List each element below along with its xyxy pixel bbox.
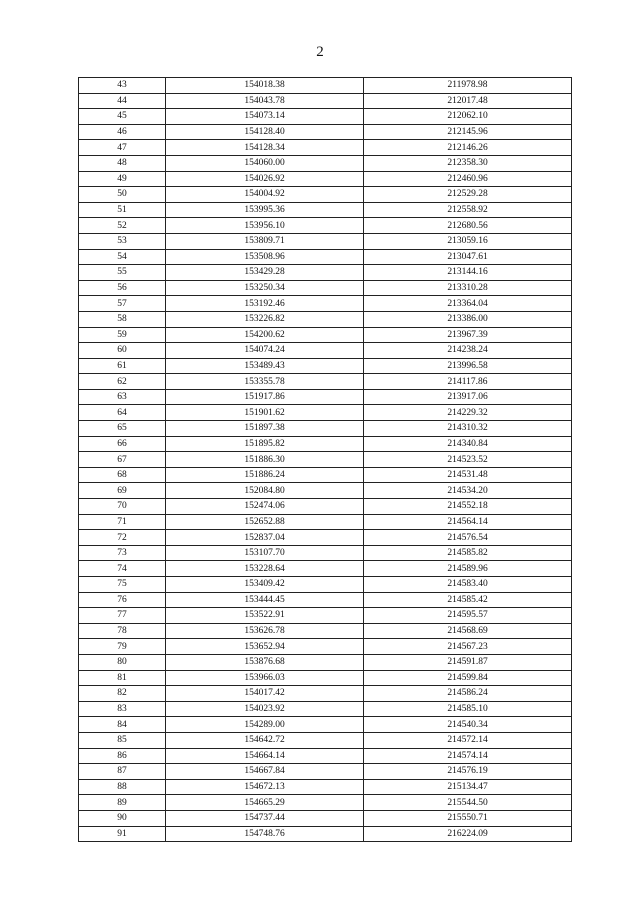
- y-coordinate-cell: 213144.16: [364, 265, 572, 281]
- y-coordinate-cell: 214229.32: [364, 405, 572, 421]
- x-coordinate-cell: 151886.24: [166, 467, 364, 483]
- y-coordinate-cell: 214572.14: [364, 732, 572, 748]
- table-row: [79, 374, 572, 390]
- point-number-cell: 49: [79, 171, 166, 187]
- point-number-cell: 58: [79, 311, 166, 327]
- point-number-cell: 73: [79, 545, 166, 561]
- point-number-cell: 79: [79, 639, 166, 655]
- table-row: [79, 686, 572, 702]
- table-row: [79, 561, 572, 577]
- x-coordinate-cell: 153626.78: [166, 623, 364, 639]
- y-coordinate-cell: 211978.98: [364, 78, 572, 94]
- x-coordinate-cell: 154665.29: [166, 795, 364, 811]
- y-coordinate-cell: 214599.84: [364, 670, 572, 686]
- y-coordinate-cell: 215550.71: [364, 810, 572, 826]
- x-coordinate-cell: 151901.62: [166, 405, 364, 421]
- table-row: [79, 654, 572, 670]
- x-coordinate-cell: 154073.14: [166, 109, 364, 125]
- point-number-cell: 80: [79, 654, 166, 670]
- x-coordinate-cell: 153409.42: [166, 577, 364, 593]
- point-number-cell: 59: [79, 327, 166, 343]
- point-number-cell: 52: [79, 218, 166, 234]
- y-coordinate-cell: 212062.10: [364, 109, 572, 125]
- x-coordinate-cell: 153809.71: [166, 233, 364, 249]
- y-coordinate-cell: 212358.30: [364, 155, 572, 171]
- table-row: [79, 249, 572, 265]
- table-row: [79, 764, 572, 780]
- x-coordinate-cell: 152084.80: [166, 483, 364, 499]
- y-coordinate-cell: 214531.48: [364, 467, 572, 483]
- table-row: [79, 218, 572, 234]
- x-coordinate-cell: 154004.92: [166, 187, 364, 203]
- table-row: [79, 810, 572, 826]
- point-number-cell: 82: [79, 686, 166, 702]
- point-number-cell: 60: [79, 343, 166, 359]
- point-number-cell: 48: [79, 155, 166, 171]
- x-coordinate-cell: 153956.10: [166, 218, 364, 234]
- table-row: [79, 124, 572, 140]
- y-coordinate-cell: 214540.34: [364, 717, 572, 733]
- point-number-cell: 65: [79, 421, 166, 437]
- y-coordinate-cell: 214117.86: [364, 374, 572, 390]
- table-row: [79, 577, 572, 593]
- y-coordinate-cell: 213386.00: [364, 311, 572, 327]
- point-number-cell: 78: [79, 623, 166, 639]
- table-row: [79, 187, 572, 203]
- y-coordinate-cell: 214310.32: [364, 421, 572, 437]
- table-row: [79, 311, 572, 327]
- point-number-cell: 83: [79, 701, 166, 717]
- x-coordinate-cell: 154023.92: [166, 701, 364, 717]
- table-row: [79, 358, 572, 374]
- y-coordinate-cell: 214567.23: [364, 639, 572, 655]
- x-coordinate-cell: 154074.24: [166, 343, 364, 359]
- x-coordinate-cell: 151895.82: [166, 436, 364, 452]
- x-coordinate-cell: 153250.34: [166, 280, 364, 296]
- x-coordinate-cell: 153876.68: [166, 654, 364, 670]
- x-coordinate-cell: 151897.38: [166, 421, 364, 437]
- x-coordinate-cell: 153226.82: [166, 311, 364, 327]
- y-coordinate-cell: 214585.10: [364, 701, 572, 717]
- x-coordinate-cell: 152474.06: [166, 499, 364, 515]
- point-number-cell: 69: [79, 483, 166, 499]
- point-number-cell: 67: [79, 452, 166, 468]
- x-coordinate-cell: 154737.44: [166, 810, 364, 826]
- table-row: [79, 171, 572, 187]
- x-coordinate-cell: 154017.42: [166, 686, 364, 702]
- y-coordinate-cell: 213059.16: [364, 233, 572, 249]
- y-coordinate-cell: 213310.28: [364, 280, 572, 296]
- point-number-cell: 55: [79, 265, 166, 281]
- table-row: [79, 109, 572, 125]
- point-number-cell: 76: [79, 592, 166, 608]
- table-row: [79, 343, 572, 359]
- point-number-cell: 63: [79, 389, 166, 405]
- y-coordinate-cell: 212146.26: [364, 140, 572, 156]
- point-number-cell: 86: [79, 748, 166, 764]
- table-row: [79, 514, 572, 530]
- table-row: [79, 233, 572, 249]
- point-number-cell: 54: [79, 249, 166, 265]
- table-row: [79, 202, 572, 218]
- y-coordinate-cell: 215544.50: [364, 795, 572, 811]
- point-number-cell: 70: [79, 499, 166, 515]
- point-number-cell: 43: [79, 78, 166, 94]
- x-coordinate-cell: 153444.45: [166, 592, 364, 608]
- x-coordinate-cell: 153355.78: [166, 374, 364, 390]
- table-row: [79, 436, 572, 452]
- table-row: [79, 93, 572, 109]
- table-row: [79, 78, 572, 94]
- table-row: [79, 530, 572, 546]
- x-coordinate-cell: 154128.40: [166, 124, 364, 140]
- y-coordinate-cell: 214595.57: [364, 608, 572, 624]
- point-number-cell: 64: [79, 405, 166, 421]
- point-number-cell: 57: [79, 296, 166, 312]
- table-row: [79, 779, 572, 795]
- x-coordinate-cell: 154060.00: [166, 155, 364, 171]
- table-row: [79, 639, 572, 655]
- point-number-cell: 91: [79, 826, 166, 842]
- point-number-cell: 89: [79, 795, 166, 811]
- point-number-cell: 75: [79, 577, 166, 593]
- y-coordinate-cell: 214576.54: [364, 530, 572, 546]
- x-coordinate-cell: 153966.03: [166, 670, 364, 686]
- table-row: [79, 389, 572, 405]
- y-coordinate-cell: 213967.39: [364, 327, 572, 343]
- point-number-cell: 71: [79, 514, 166, 530]
- table-row: [79, 483, 572, 499]
- x-coordinate-cell: 154664.14: [166, 748, 364, 764]
- x-coordinate-cell: 154128.34: [166, 140, 364, 156]
- point-number-cell: 47: [79, 140, 166, 156]
- y-coordinate-cell: 214576.19: [364, 764, 572, 780]
- point-number-cell: 45: [79, 109, 166, 125]
- table-row: [79, 748, 572, 764]
- point-number-cell: 84: [79, 717, 166, 733]
- x-coordinate-cell: 154748.76: [166, 826, 364, 842]
- x-coordinate-cell: 153107.70: [166, 545, 364, 561]
- x-coordinate-cell: 154018.38: [166, 78, 364, 94]
- table-row: [79, 795, 572, 811]
- y-coordinate-cell: 214589.96: [364, 561, 572, 577]
- y-coordinate-cell: 212680.56: [364, 218, 572, 234]
- table-row: [79, 467, 572, 483]
- y-coordinate-cell: 212145.96: [364, 124, 572, 140]
- x-coordinate-cell: 154672.13: [166, 779, 364, 795]
- table-row: [79, 499, 572, 515]
- point-number-cell: 77: [79, 608, 166, 624]
- y-coordinate-cell: 214238.24: [364, 343, 572, 359]
- y-coordinate-cell: 214574.14: [364, 748, 572, 764]
- y-coordinate-cell: 214583.40: [364, 577, 572, 593]
- point-number-cell: 72: [79, 530, 166, 546]
- point-number-cell: 81: [79, 670, 166, 686]
- table-row: [79, 608, 572, 624]
- y-coordinate-cell: 214586.24: [364, 686, 572, 702]
- y-coordinate-cell: 215134.47: [364, 779, 572, 795]
- point-number-cell: 53: [79, 233, 166, 249]
- point-number-cell: 66: [79, 436, 166, 452]
- x-coordinate-cell: 151917.86: [166, 389, 364, 405]
- y-coordinate-cell: 214552.18: [364, 499, 572, 515]
- table-row: [79, 623, 572, 639]
- table-row: [79, 701, 572, 717]
- y-coordinate-cell: 214585.42: [364, 592, 572, 608]
- table-row: [79, 280, 572, 296]
- x-coordinate-cell: 152837.04: [166, 530, 364, 546]
- point-number-cell: 62: [79, 374, 166, 390]
- x-coordinate-cell: 153522.91: [166, 608, 364, 624]
- point-number-cell: 74: [79, 561, 166, 577]
- y-coordinate-cell: 213047.61: [364, 249, 572, 265]
- y-coordinate-cell: 212017.48: [364, 93, 572, 109]
- table-row: [79, 421, 572, 437]
- table-row: [79, 155, 572, 171]
- y-coordinate-cell: 212529.28: [364, 187, 572, 203]
- x-coordinate-cell: 154043.78: [166, 93, 364, 109]
- point-number-cell: 88: [79, 779, 166, 795]
- y-coordinate-cell: 214340.84: [364, 436, 572, 452]
- x-coordinate-cell: 153429.28: [166, 265, 364, 281]
- y-coordinate-cell: 213364.04: [364, 296, 572, 312]
- y-coordinate-cell: 213996.58: [364, 358, 572, 374]
- page-number: 2: [316, 44, 324, 60]
- x-coordinate-cell: 154642.72: [166, 732, 364, 748]
- table-row: [79, 296, 572, 312]
- y-coordinate-cell: 216224.09: [364, 826, 572, 842]
- table-row: [79, 732, 572, 748]
- point-number-cell: 68: [79, 467, 166, 483]
- point-number-cell: 87: [79, 764, 166, 780]
- x-coordinate-cell: 152652.88: [166, 514, 364, 530]
- x-coordinate-cell: 153228.64: [166, 561, 364, 577]
- point-number-cell: 85: [79, 732, 166, 748]
- table-row: [79, 140, 572, 156]
- table-row: [79, 717, 572, 733]
- x-coordinate-cell: 153489.43: [166, 358, 364, 374]
- point-number-cell: 44: [79, 93, 166, 109]
- x-coordinate-cell: 154667.84: [166, 764, 364, 780]
- table-row: [79, 826, 572, 842]
- y-coordinate-cell: 214564.14: [364, 514, 572, 530]
- table-row: [79, 405, 572, 421]
- x-coordinate-cell: 154026.92: [166, 171, 364, 187]
- x-coordinate-cell: 154289.00: [166, 717, 364, 733]
- table-row: [79, 592, 572, 608]
- x-coordinate-cell: 154200.62: [166, 327, 364, 343]
- x-coordinate-cell: 151886.30: [166, 452, 364, 468]
- point-number-cell: 56: [79, 280, 166, 296]
- x-coordinate-cell: 153652.94: [166, 639, 364, 655]
- y-coordinate-cell: 212558.92: [364, 202, 572, 218]
- x-coordinate-cell: 153995.36: [166, 202, 364, 218]
- y-coordinate-cell: 214568.69: [364, 623, 572, 639]
- table-row: [79, 327, 572, 343]
- x-coordinate-cell: 153192.46: [166, 296, 364, 312]
- table-row: [79, 670, 572, 686]
- y-coordinate-cell: 214591.87: [364, 654, 572, 670]
- y-coordinate-cell: 214585.82: [364, 545, 572, 561]
- point-number-cell: 61: [79, 358, 166, 374]
- coordinates-table: [78, 77, 572, 842]
- point-number-cell: 50: [79, 187, 166, 203]
- coordinates-table-body: [79, 78, 572, 842]
- x-coordinate-cell: 153508.96: [166, 249, 364, 265]
- point-number-cell: 46: [79, 124, 166, 140]
- y-coordinate-cell: 212460.96: [364, 171, 572, 187]
- y-coordinate-cell: 214523.52: [364, 452, 572, 468]
- y-coordinate-cell: 214534.20: [364, 483, 572, 499]
- table-row: [79, 545, 572, 561]
- table-row: [79, 265, 572, 281]
- point-number-cell: 51: [79, 202, 166, 218]
- table-row: [79, 452, 572, 468]
- y-coordinate-cell: 213917.06: [364, 389, 572, 405]
- point-number-cell: 90: [79, 810, 166, 826]
